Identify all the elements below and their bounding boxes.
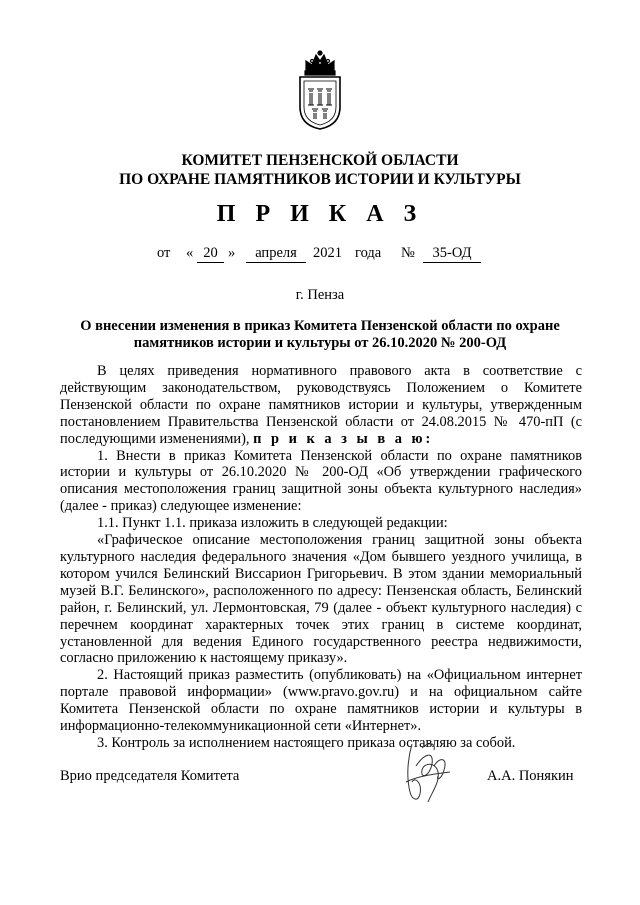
paragraph-item-1: 1. Внести в приказ Комитета Пензенской области по охране памятников истории и культуры от 26.10.2020 № 200-ОД «Об утверждении графического описания местоположения границ защитной зоны объекта культурного наследия» (далее - приказ) следующее изменение: (60, 447, 582, 515)
date-year-word: года (355, 245, 382, 261)
org-name-line2: ПО ОХРАНЕ ПАМЯТНИКОВ ИСТОРИИ И КУЛЬТУРЫ (119, 171, 521, 188)
signatory-name: А.А. Понякин (487, 768, 574, 784)
paragraph-preamble: В целях приведения нормативного правового акта в соответствие с действующим законодательством, руководствуясь Положением о Комитете Пензенской области по охране памятников истории и культуры, утвержденным постановлением Правительства Пензенской области от 24.08.2015 № 470-пП (с последующими изменениями), п р и к а з ы в а ю: (60, 363, 582, 447)
date-year: 2021 (313, 245, 342, 261)
date-quote-close: » (228, 245, 236, 261)
date-month: апреля (246, 245, 306, 263)
signature-icon (398, 736, 456, 808)
paragraph-item-1-1: 1.1. Пункт 1.1. приказа изложить в следующей редакции: (97, 515, 448, 532)
order-keyword: п р и к а з ы в а ю: (253, 430, 434, 447)
paragraph-item-3: 3. Контроль за исполнением настоящего приказа оставляю за собой. (97, 734, 516, 751)
number-sign: № (401, 245, 415, 261)
city-label: г. Пенза (295, 287, 345, 303)
date-from-label: от (157, 245, 171, 261)
signatory-position: Врио председателя Комитета (60, 768, 240, 784)
date-number-line (0, 245, 640, 265)
order-subject: О внесении изменения в приказ Комитета Пензенской области по охране памятников истории и культуры от 26.10.2020 № 200-ОД (80, 318, 560, 351)
paragraph-new-wording: «Графическое описание местоположения границ защитной зоны объекта культурного наследия федерального значения «Дом бывшего уездного училища, в котором учился Белинский Виссарион Григорьевич. В этом здании мемориальный музей В.Г. Белинского», расположенного по адресу: Пензенская область, Белинский район, г. Белинский, ул. Лермонтовская, 79 (далее - объект культурного наследия) с перечнем координат характерных точек этих границ в системе координат, установленной для ведения Единого государственного реестра недвижимости, согласно приложению к настоящему приказу». (60, 532, 582, 667)
coat-of-arms-icon (292, 49, 348, 131)
date-day: 20 (197, 245, 224, 263)
date-quote-open: « (186, 245, 194, 261)
org-name-line1: КОМИТЕТ ПЕНЗЕНСКОЙ ОБЛАСТИ (181, 152, 459, 169)
order-body (60, 363, 582, 752)
document-title: П Р И К А З (216, 201, 424, 227)
paragraph-item-2: 2. Настоящий приказ разместить (опубликовать) на «Официальном интернет портале правовой информации» (www.pravo.gov.ru) и на официальном сайте Комитета Пензенской области по охране памятников истории и культуры в информационно-телекоммуникационной сети «Интернет». (60, 667, 582, 735)
order-number: 35-ОД (423, 245, 481, 263)
